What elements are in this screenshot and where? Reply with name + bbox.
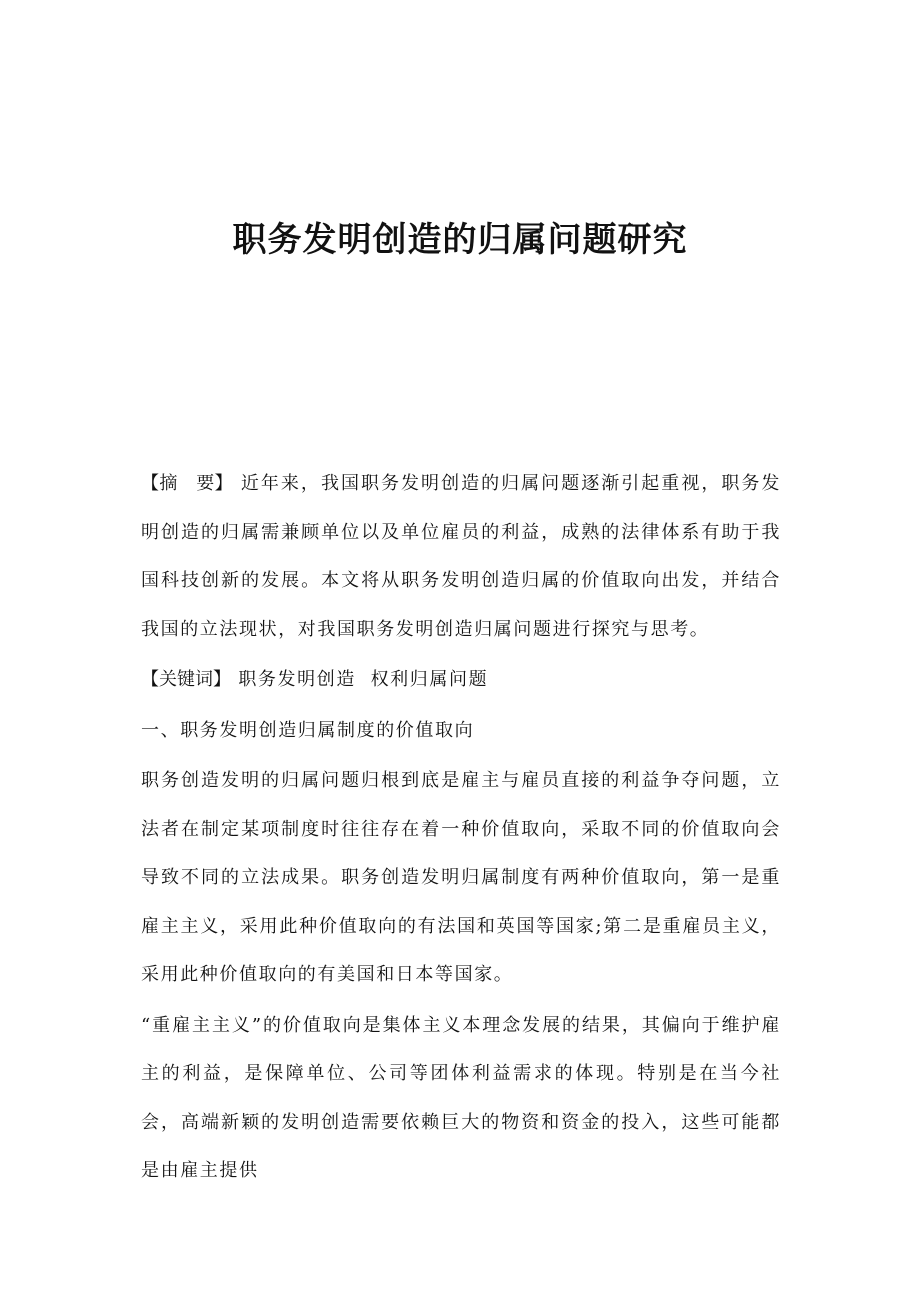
abstract-text: 近年来，我国职务发明创造的归属问题逐渐引起重视，职务发明创造的归属需兼顾单位以及单位雇员的利益，成熟的法律体系有助于我国科技创新的发展。本文将从职务发明创造归属的价值取向出发，并结合我国的立法现状，对我国职务发明创造归属问题进行探究与思考。 [141, 473, 781, 640]
keywords-text: 职务发明创造 权利归属问题 [238, 669, 489, 690]
abstract-label: 【摘 要】 [141, 473, 234, 494]
abstract-paragraph [141, 460, 781, 654]
page-title: 职务发明创造的归属问题研究 [232, 220, 688, 260]
keywords-paragraph [141, 656, 781, 705]
document-body [141, 460, 781, 1198]
section-heading: 一、职务发明创造归属制度的价值取向 [141, 719, 475, 741]
keywords-label: 【关键词】 [141, 669, 231, 690]
body-paragraph-2: “重雇主主义”的价值取向是集体主义本理念发展的结果，其偏向于维护雇主的利益，是保障单位、公司等团体利益需求的体现。特别是在当今社会，高端新颖的发明创造需要依赖巨大的物资和资金的投入，这些可能都是由雇主提供 [141, 1014, 781, 1181]
body-paragraph-1: 职务创造发明的归属问题归根到底是雇主与雇员直接的利益争夺问题，立法者在制定某项制度时往往存在着一种价值取向，采取不同的价值取向会导致不同的立法成果。职务创造发明归属制度有两种价值取向，第一是重雇主主义，采用此种价值取向的有法国和英国等国家;第二是重雇员主义，采用此种价值取向的有美国和日本等国家。 [141, 770, 781, 985]
